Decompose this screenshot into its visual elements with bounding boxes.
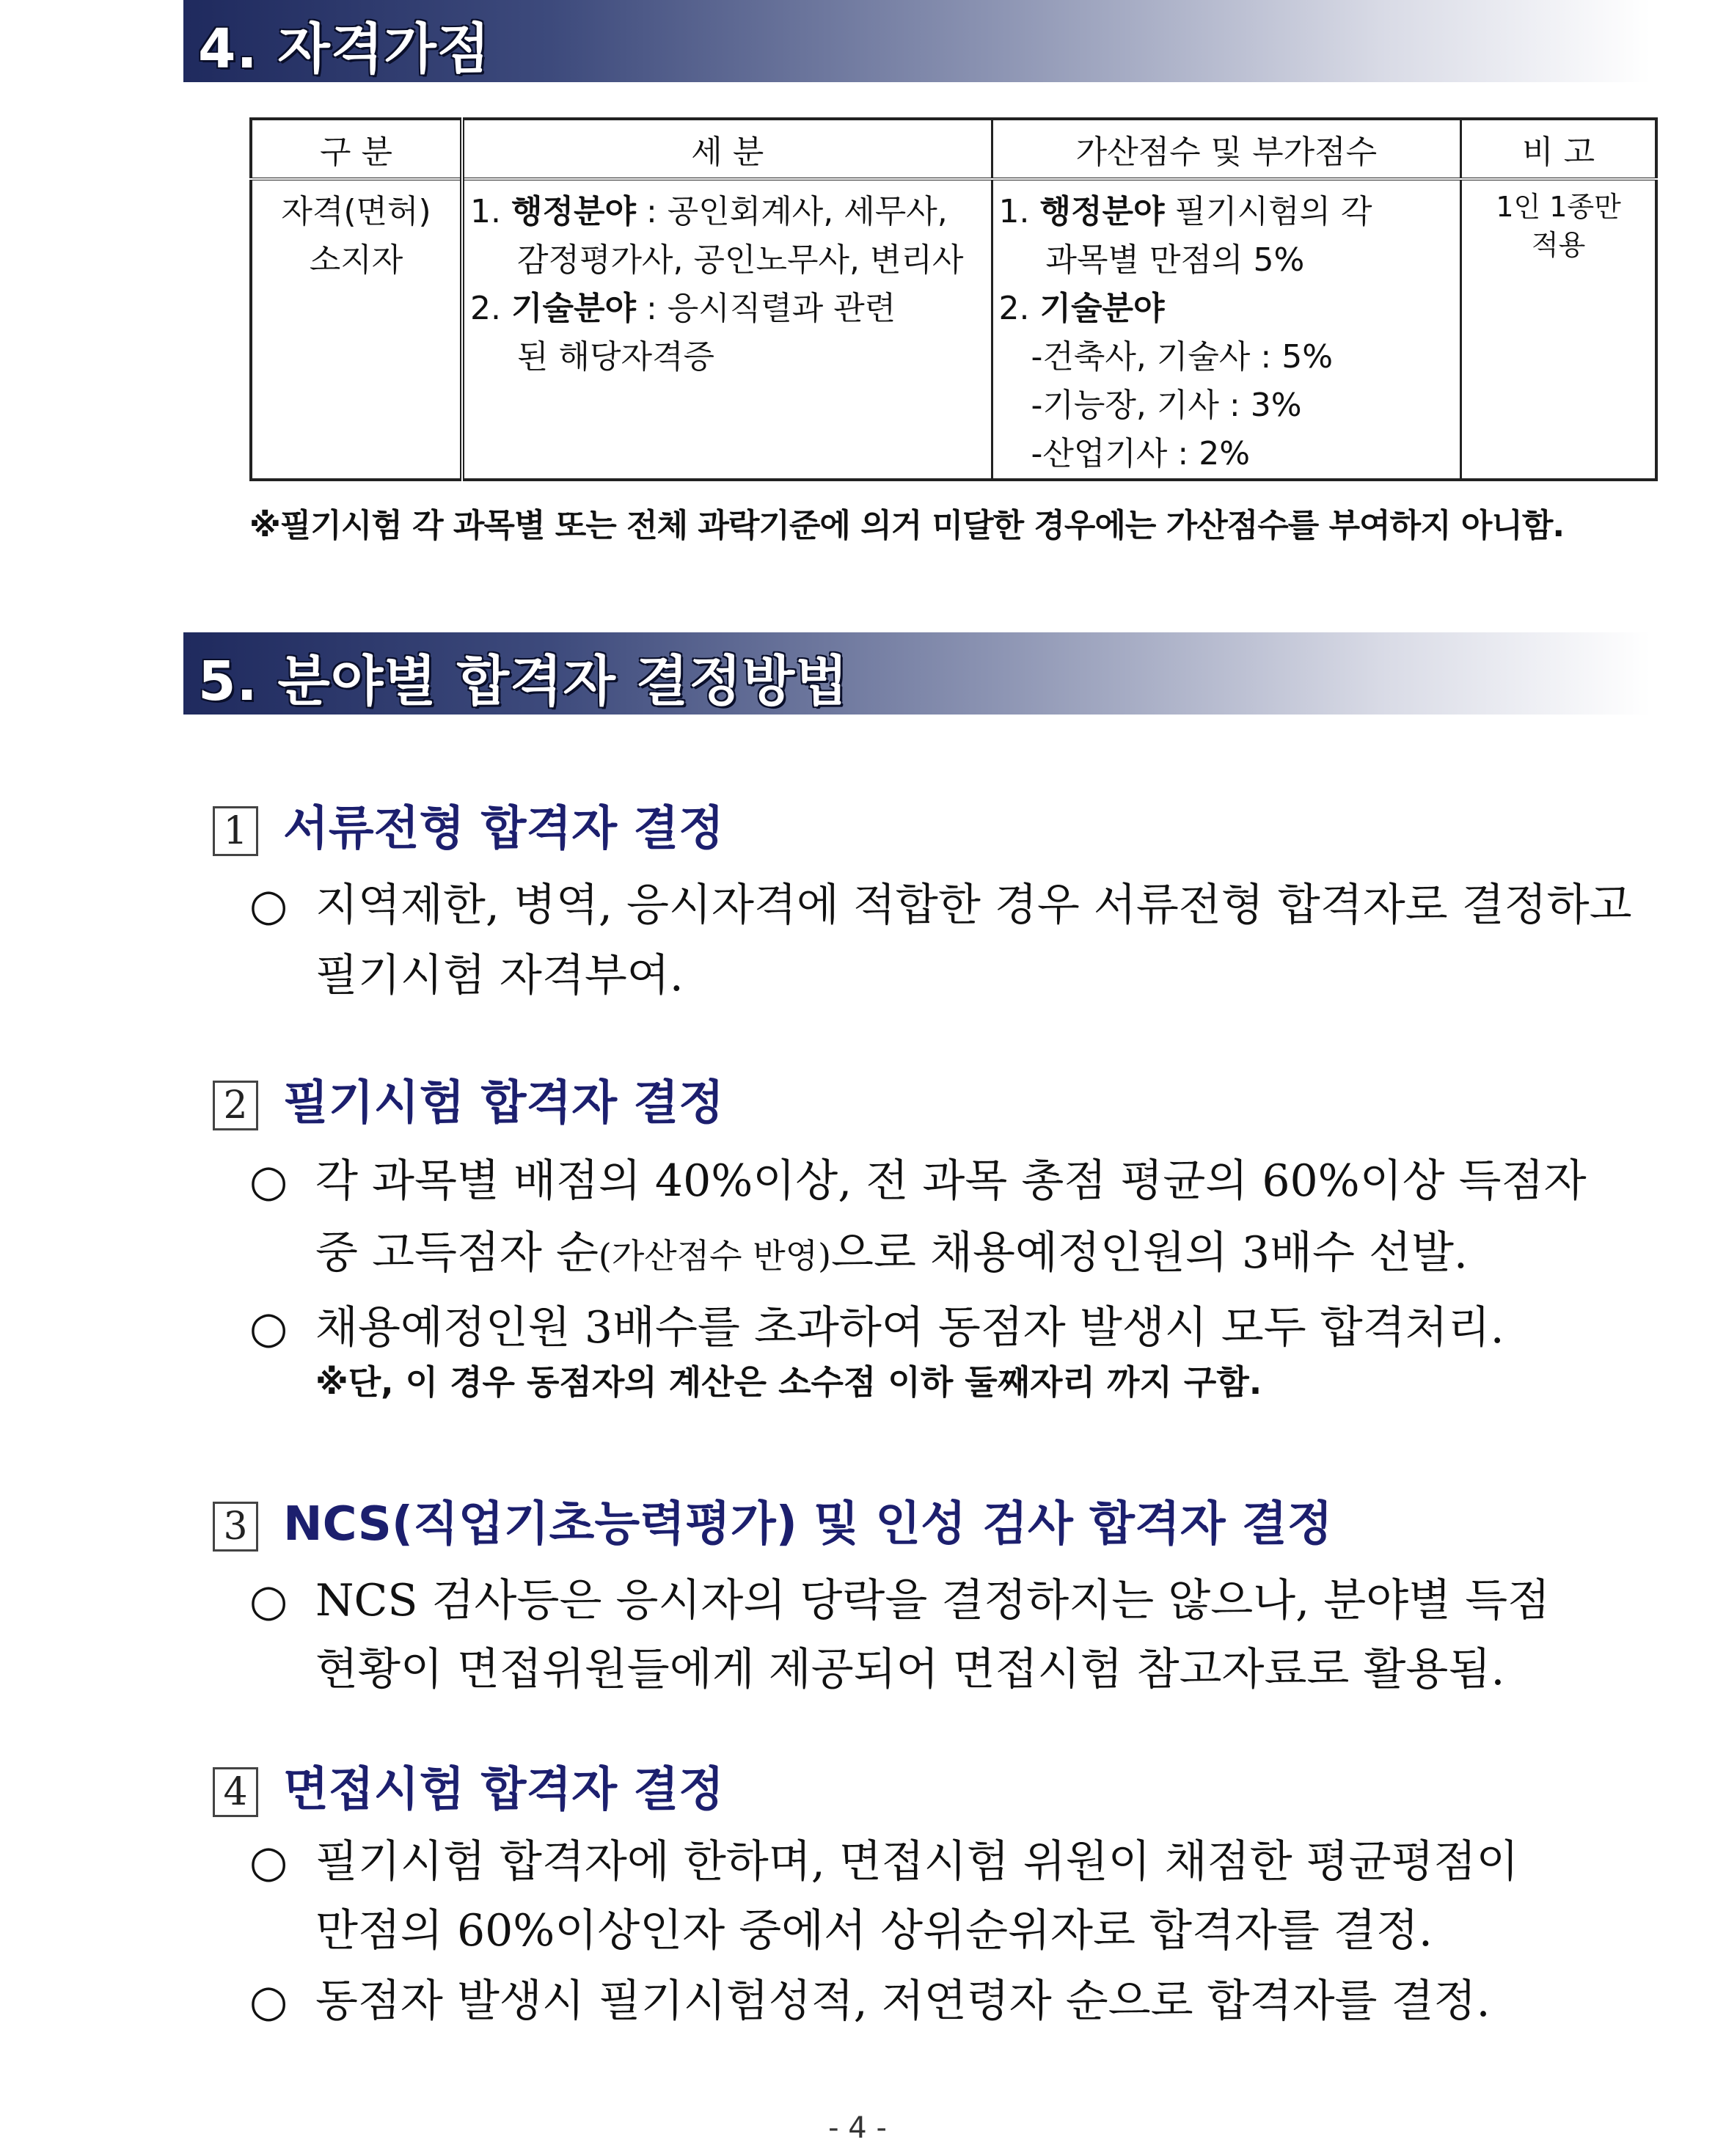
table-row [251,179,1656,480]
number-box-4: 4 [213,1767,258,1817]
number-box-3: 3 [213,1502,258,1552]
subsection-4-title: 4 면접시험 합격자 결정 [213,1752,724,1819]
section-5-header [183,632,1650,715]
number-box-1: 1 [213,806,258,856]
sub3-line-1: ○ NCS 검사등은 응시자의 당락을 결정하지는 않으나, 분야별 득점 [249,1575,1551,1626]
header-detail: 세 분 [462,119,992,179]
table-header-row [251,119,1656,179]
sub1-line-1: ○ 지역제한, 병역, 응시자격에 적합한 경우 서류전형 합격자로 결정하고 [249,880,1632,931]
number-box-2: 2 [213,1081,258,1130]
sub1-line-2: 필기시험 자격부여. [315,950,684,1001]
sub2-line-1: ○ 각 과목별 배점의 40%이상, 전 과목 총점 평균의 60%이상 득점자 [249,1155,1587,1207]
category-cell: 자격(면허) 소지자 [281,193,431,279]
points-cell: 1. 행정분야 필기시험의 각 과목별 만점의 5% 2. 기술분야 -건축사, 기술사 : 5% -기능장, 기사 : 3% -산업기사 : 2% [998,193,1372,472]
sub4-line-2: 만점의 60%이상인자 중에서 상위순위자로 합격자를 결정. [315,1905,1433,1956]
header-points: 가산점수 및 부가점수 [992,119,1461,179]
header-remarks: 비 고 [1461,119,1656,179]
tie-warning: ※단, 이 경우 동점자의 계산은 소수점 이하 둘째자리 까지 구함. [315,1362,1262,1402]
sub2-line-2: 중 고득점자 순(가산점수 반영)으로 채용예정인원의 3배수 선발. [315,1227,1468,1279]
sub4-line-3: ○ 동점자 발생시 필기시험성적, 저연령자 순으로 합격자를 결정. [249,1976,1491,2027]
section-4-header [183,0,1650,82]
remarks-cell: 1인 1종만 적용 [1496,191,1621,261]
deduction-note: ※필기시험 각 과목별 또는 전체 과락기준에 의거 미달한 경우에는 가산점수를 부여하지 아니함. [249,507,1565,544]
detail-cell: 1. 행정분야 : 공인회계사, 세무사, 감정평가사, 공인노무사, 변리사 2. 기술분야 : 응시직렬과 관련 된 해당자격증 [470,193,964,376]
section-5-title: 5. 분야별 합격자 결정방법 [198,650,849,713]
subsection-1-title: 1 서류전형 합격자 결정 [213,791,724,858]
qualification-table [249,117,1658,481]
sub4-line-1: ○ 필기시험 합격자에 한하며, 면접시험 위원이 채점한 평균평점이 [249,1836,1519,1888]
sub2-line-3: ○ 채용예정인원 3배수를 초과하여 동점자 발생시 모두 합격처리. [249,1302,1504,1353]
subsection-2-title: 2 필기시험 합격자 결정 [213,1065,724,1133]
section-4-title: 4. 자격가점 [198,18,491,81]
header-category: 구 분 [251,119,462,179]
subsection-3-title: 3 NCS(직업기초능력평가) 및 인성 검사 합격자 결정 [213,1486,1333,1554]
page-number: - 4 - [828,2111,887,2145]
sub3-line-2: 현황이 면접위원들에게 제공되어 면접시험 참고자료로 활용됨. [315,1644,1505,1695]
